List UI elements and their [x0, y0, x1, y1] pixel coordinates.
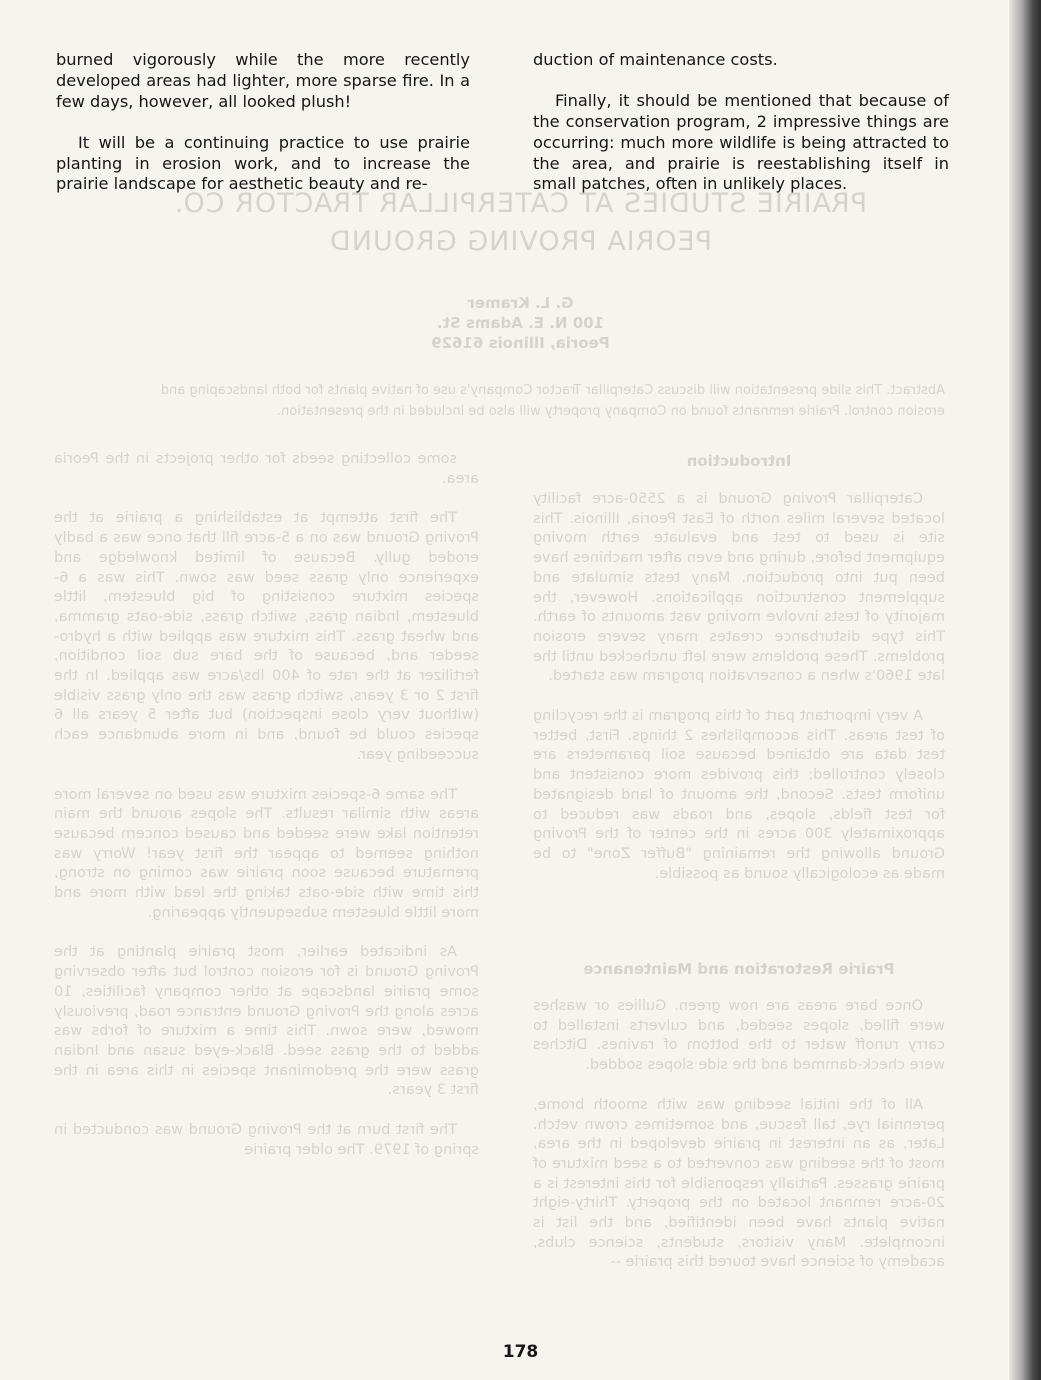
right-column [533, 50, 949, 216]
bleed-through-paragraph: Caterpillar Proving Ground is a 2550-acre facility located several miles north of East Peoria, Illinois. This site is used to test and evaluate earth moving equipment before, during and even after machines have been put into production. Many tests simulate and supplement construction applications. However, the majority of tests involve moving vast amounts of earth. This type disturbance creates many severe erosion problems. These problems were left unchecked until the late 1960's when a conservation program was started. [533, 491, 945, 685]
bleed-through-restoration [533, 997, 945, 1293]
bleed-through-right-column [54, 450, 479, 1181]
bleed-through-paragraph: As indicated earlier, most prairie planting at the Proving Ground is for erosion control but after observing some prairie landscape at other company facilities, 10 acres along the Proving Ground entrance road, previously mowed, were sown. This time a mixture of forbs was added to the grass seed. Black-eyed susan and Indian grass were the predominant species in this area in the first 3 years. [54, 944, 479, 1099]
bleed-through-paragraph: Once bare areas are now green. Gullies or washes were filled, slopes seeded, and culverts installed to carry runoff water to the bottom of ravines. Ditches were check-dammed and the side slopes sodded. [533, 998, 945, 1074]
bleed-through-abstract: Abstract. This slide presentation will discuss Caterpillar Tractor Company's use of native plants for both landscaping and erosion control. Prairie remnants found on Company property will also be included in the presentation. [160, 383, 945, 419]
paragraph-conclusion: Finally, it should be mentioned that because of the conservation program, 2 impressive things are occurring: much more wildlife is being attracted to the area, and prairie is reestablishing itself in small patches, often in unlikely places. [533, 91, 949, 194]
bleed-through-author-street: 100 N. E. Adams St. [436, 314, 605, 332]
page-number: 178 [502, 1342, 539, 1362]
bleed-through-subtitle: PEORIA PROVING GROUND [329, 226, 713, 257]
bleed-through-title: PRAIRIE STUDIES AT CATERPILLAR TRACTOR CO. [173, 188, 868, 219]
scan-shadow-edge [1009, 0, 1041, 1380]
bleed-through-paragraph: The first attempt at establishing a prairie at the Proving Ground was on a 5-acre fill that once was a badly eroded gully. Because of limited knowledge and experience only grass seed was sown. This was a 6-species mixture consisting of big bluestem, little bluestem, Indian grass, switch grass, side-oats gramma, and wheat grass. This mixture was applied with a hydro-seeder and, because of the bare sub soil condition, fertilizer at the rate of 400 lbs/acre was applied. In the first 2 or 3 years, switch grass was the only grass visible (without very close inspection) but after 5 years all 6 species could be found, and in more abundance each succeeding year. [54, 510, 479, 763]
bleed-through-paragraph: The first burn at the Proving Ground was conducted in spring of 1979. The older prairie [54, 1122, 479, 1158]
paragraph-continuing-practice: It will be a continuing practice to use prairie planting in erosion work, and to increase the prairie landscape for aesthetic beauty and re- [56, 132, 470, 194]
bleed-through-paragraph: A very important part of this program is the recycling of test areas. This accomplishes 2 things. First, better test data are obtained because soil parameters are closely controlled; this provides more consistent and uniform tests. Second, the amount of land designated for test fields, slopes, and roads was reduced to approximately 300 acres in the center of the Proving Ground allowing the remaining "Buffer Zone" to be made as ecologically sound as possible. [533, 708, 945, 882]
bleed-through-intro [533, 490, 945, 904]
paragraph-maintenance-costs: duction of maintenance costs. [533, 50, 778, 69]
left-column [56, 50, 470, 216]
bleed-through-author-city: Peoria, Illinois 61629 [431, 334, 610, 352]
bleed-through-intro-heading: Introduction [686, 452, 792, 470]
paragraph-fire-results: burned vigorously while the more recently developed areas had lighter, more sparse fire. In a few days, however, all looked plush! [56, 50, 470, 111]
bleed-through-author-name: G. L. Kramer [467, 294, 574, 312]
bleed-through-restoration-heading: Prairie Restoration and Maintenance [583, 960, 895, 978]
bleed-through-paragraph: All of the initial seeding was with smooth brome, perennial rye, tall fescue, and sometimes crown vetch. Later, as an interest in prairie developed in the area, most of the seeding was converted to a seed mixture of prairie grasses. Partially responsible for this interest is a 20-acre remnant located on the property. Thirty-eight native plants have been identified, and the list is incomplete. Many visitors, students, science clubs, academy of science have toured this prairie -- [533, 1096, 945, 1271]
bleed-through-paragraph: some collecting seeds for other projects in the Peoria area. [54, 451, 479, 487]
bleed-through-paragraph: The same 6-species mixture was used on several more areas with similar results. The slopes around the main retention lake were seeded and caused concern because nothing seemed to appear the first year! Worry was premature because soon prairie was coming on strong, this time with side-oats taking the lead with more and more little bluestem subsequently appearing. [54, 786, 479, 921]
